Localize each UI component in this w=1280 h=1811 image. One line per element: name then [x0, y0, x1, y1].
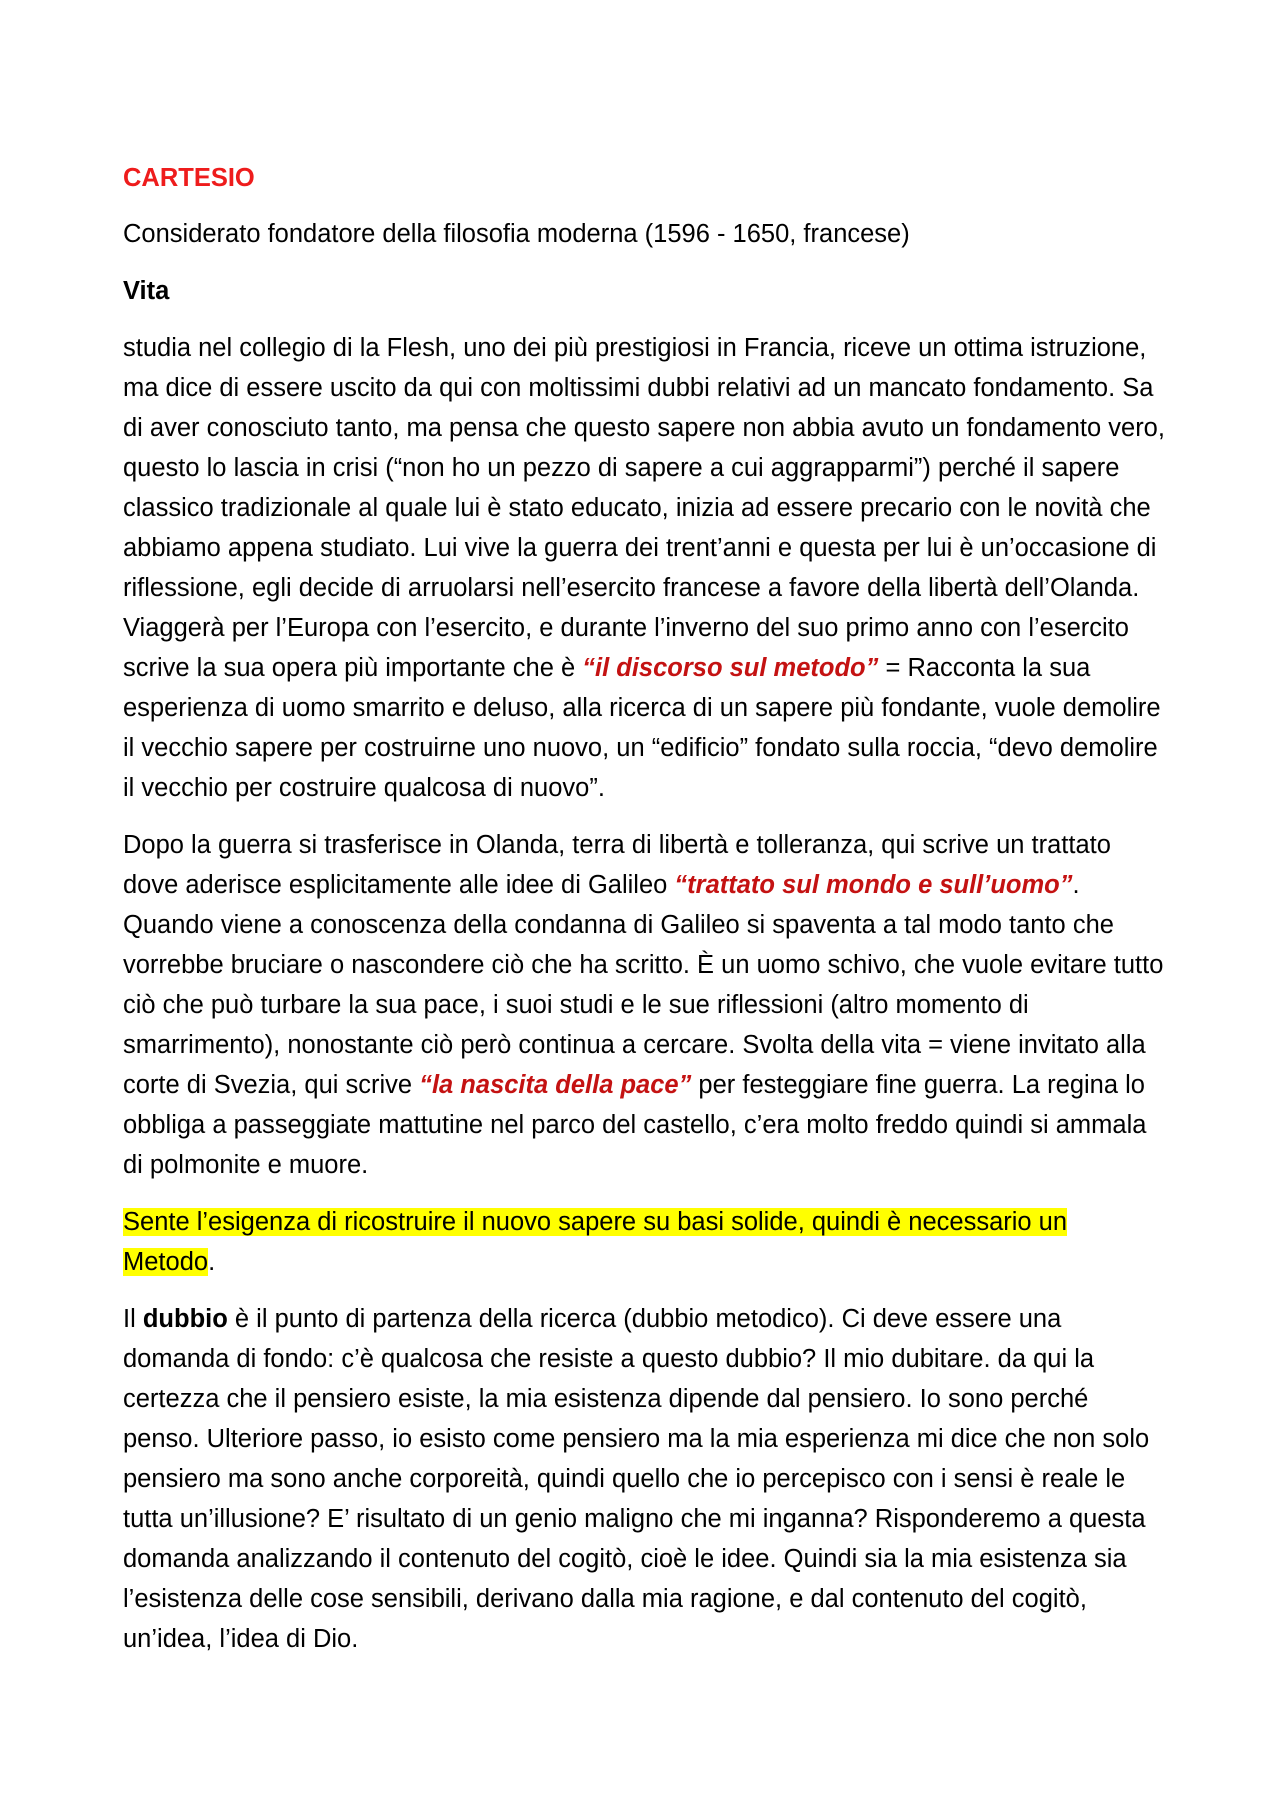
- paragraph-after-war-text-1: Dopo la guerra si trasferisce in Olanda, terra di libertà e tolleranza, qui scrive un trattato dove aderisce esplicitamente alle idee di Galileo: [123, 831, 1111, 899]
- paragraph-method: [123, 1202, 1165, 1282]
- paragraph-method-tail: .: [208, 1248, 216, 1276]
- paragraph-doubt-text-1: Il: [123, 1305, 143, 1333]
- work-title-trattato: “trattato sul mondo e sull’uomo”: [674, 871, 1073, 899]
- document-subtitle: Considerato fondatore della filosofia moderna (1596 - 1650, francese): [123, 220, 910, 248]
- paragraph-life: [123, 328, 1165, 808]
- document-title: CARTESIO: [123, 164, 255, 192]
- work-title-discorso: “il discorso sul metodo”: [582, 654, 879, 682]
- paragraph-doubt-text-2: è il punto di partenza della ricerca (dubbio metodico). Ci deve essere una domanda di fondo: c’è qualcosa che resiste a questo dubbio? Il mio dubitare. da qui la certezza che il pensiero esiste, la mia esistenza dipende dal pensiero. Io sono perché penso. Ulteriore passo, io esisto come pensiero ma la mia esperienza mi dice che non solo pensiero ma sono anche corporeità, quindi quello che io percepisco con i sensi è reale le tutta un’illusione? E’ risultato di un genio maligno che mi inganna? Risponderemo a questa domanda analizzando il contenuto del cogitò, cioè le idee. Quindi sia la mia esistenza sia l’esistenza delle cose sensibili, derivano dalla mia ragione, e dal contenuto del cogitò, un’idea, l’idea di Dio.: [123, 1305, 1150, 1653]
- paragraph-after-war: [123, 825, 1165, 1185]
- bold-word-dubbio: dubbio: [142, 1305, 228, 1333]
- paragraph-life-text-1: studia nel collegio di la Flesh, uno dei più prestigiosi in Francia, riceve un ottima istruzione, ma dice di essere uscito da qui con moltissimi dubbi relativi ad un mancato fondamento. Sa di aver conosciuto tanto, ma pensa che questo sapere non abbia avuto un fondamento vero, questo lo lascia in crisi (“non ho un pezzo di sapere a cui aggrapparmi”) perché il sapere classico tradizionale al quale lui è stato educato, inizia ad essere precario con le novità che abbiamo appena studiato. Lui vive la guerra dei trent’anni e questa per lui è un’occasione di riflessione, egli decide di arruolarsi nell’esercito francese a favore della libertà dell’Olanda. Viaggerà per l’Europa con l’esercito, e durante l’inverno del suo primo anno con l’esercito scrive la sua opera più importante che è: [123, 334, 1165, 682]
- work-title-nascita: “la nascita della pace”: [419, 1071, 692, 1099]
- paragraph-doubt: [123, 1299, 1165, 1659]
- document-page: [123, 158, 1165, 1676]
- section-heading-vita: Vita: [123, 277, 170, 305]
- paragraph-life-text-2: = Racconta la sua esperienza di uomo smarrito e deluso, alla ricerca di un sapere più fondante, vuole demolire il vecchio sapere per costruirne uno nuovo, un “edificio” fondato sulla roccia, “devo demolire il vecchio per costruire qualcosa di nuovo”.: [123, 654, 1161, 802]
- highlighted-text: Sente l’esigenza di ricostruire il nuovo sapere su basi solide, quindi è necessario un Metodo: [123, 1208, 1068, 1276]
- paragraph-after-war-text-3: per festeggiare fine guerra. La regina lo obbliga a passeggiate mattutine nel parco del castello, c’era molto freddo quindi si ammala di polmonite e muore.: [123, 1071, 1147, 1179]
- paragraph-after-war-text-2: . Quando viene a conoscenza della condanna di Galileo si spaventa a tal modo tanto che vorrebbe bruciare o nascondere ciò che ha scritto. È un uomo schivo, che vuole evitare tutto ciò che può turbare la sua pace, i suoi studi e le sue riflessioni (altro momento di smarrimento), nonostante ciò però continua a cercare. Svolta della vita = viene invitato alla corte di Svezia, qui scrive: [123, 871, 1164, 1099]
